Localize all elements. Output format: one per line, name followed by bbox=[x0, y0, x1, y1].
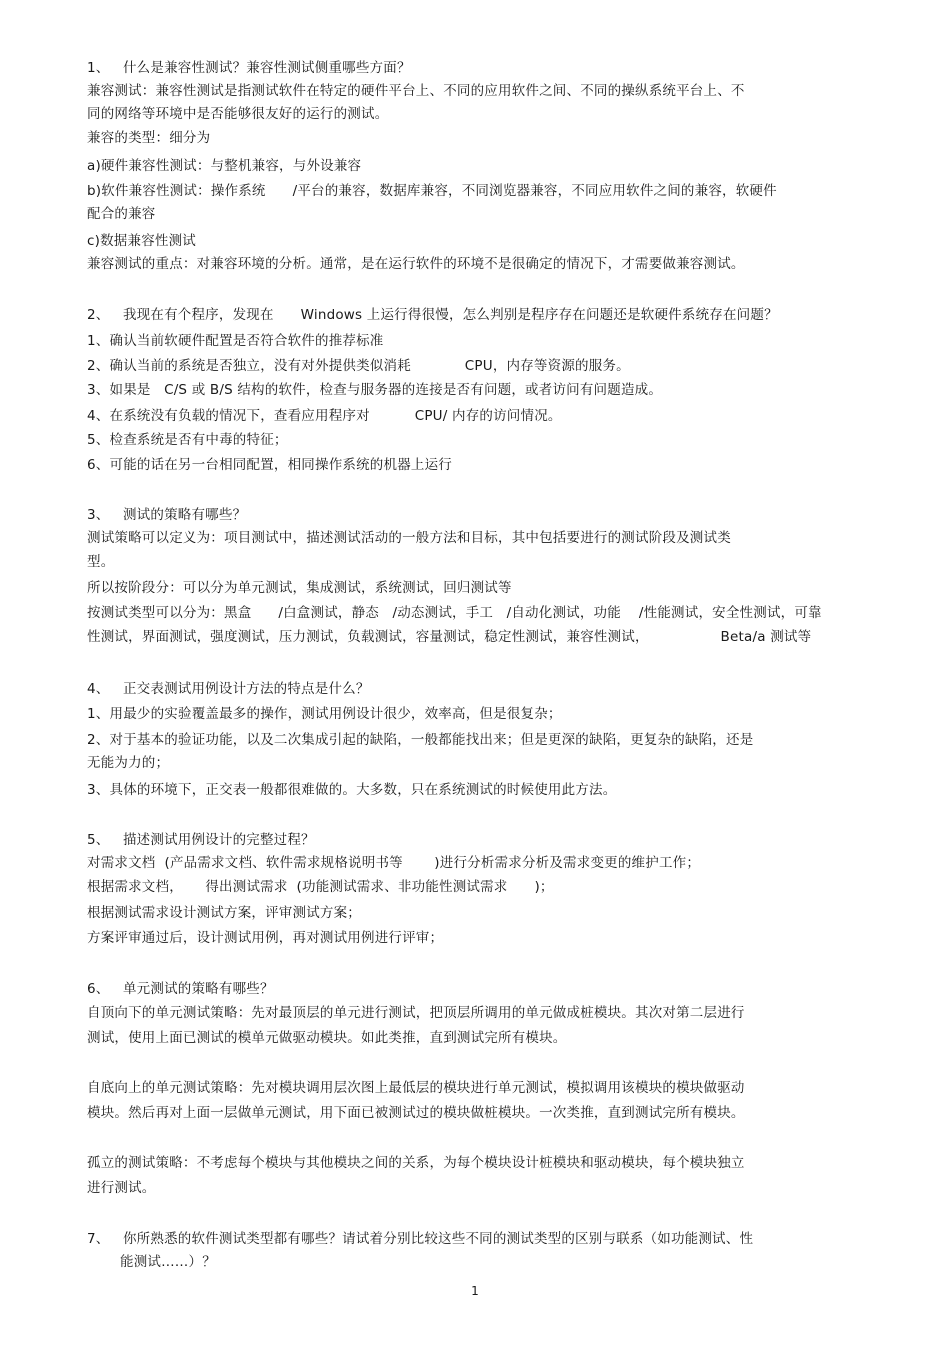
text-line: 能测试……）？ bbox=[120, 1254, 216, 1270]
q6-heading: 6、 单元测试的策略有哪些？ bbox=[87, 981, 274, 997]
text-line: 1、用最少的实验覆盖最多的操作，测试用例设计很少，效率高，但是很复杂； bbox=[87, 706, 562, 722]
text-line: 兼容测试：兼容性测试是指测试软件在特定的硬件平台上、不同的应用软件之间、不同的操纵系统平台上、不 bbox=[87, 83, 745, 99]
q2-heading: 2、 我现在有个程序，发现在 Windows 上运行得很慢，怎么判别是程序存在问题还是软硬件系统存在问题？ bbox=[87, 307, 778, 323]
text-line: 2、对于基本的验证功能，以及二次集成引起的缺陷，一般都能找出来；但是更深的缺陷，更复杂的缺陷，还是 bbox=[87, 732, 754, 748]
text-line: 6、可能的话在另一台相同配置，相同操作系统的机器上运行 bbox=[87, 457, 452, 473]
text-line: 模块。然后再对上面一层做单元测试，用下面已被测试过的模块做桩模块。一次类推，直到测试完所有模块。 bbox=[87, 1105, 745, 1121]
q3-heading: 3、 测试的策略有哪些？ bbox=[87, 507, 247, 523]
text-line: 进行测试。 bbox=[87, 1180, 156, 1196]
q1-heading: 1、 什么是兼容性测试？兼容性测试侧重哪些方面？ bbox=[87, 60, 411, 76]
text-line: 3、具体的环境下，正交表一般都很难做的。大多数，只在系统测试的时候使用此方法。 bbox=[87, 782, 617, 798]
text-line: 4、在系统没有负载的情况下，查看应用程序对 CPU/ 内存的访问情况。 bbox=[87, 408, 562, 424]
page-number: 1 bbox=[471, 1284, 479, 1298]
text-line: 自底向上的单元测试策略：先对模块调用层次图上最低层的模块进行单元测试，模拟调用该模块的模块做驱动 bbox=[87, 1080, 745, 1096]
text-line: 无能为力的； bbox=[87, 755, 170, 771]
text-line: 根据需求文档， 得出测试需求 (功能测试需求、非功能性测试需求 )； bbox=[87, 879, 554, 895]
text-line: 3、如果是 C/S 或 B/S 结构的软件，检查与服务器的连接是否有问题，或者访问有问题造成。 bbox=[87, 382, 663, 398]
text-line: 测试，使用上面已测试的模单元做驱动模块。如此类推，直到测试完所有模块。 bbox=[87, 1030, 567, 1046]
text-line: 所以按阶段分：可以分为单元测试，集成测试，系统测试，回归测试等 bbox=[87, 580, 512, 596]
text-line: 型。 bbox=[87, 554, 115, 570]
text-line: 根据测试需求设计测试方案，评审测试方案； bbox=[87, 905, 361, 921]
text-line: 2、确认当前的系统是否独立，没有对外提供类似消耗 CPU，内存等资源的服务。 bbox=[87, 358, 630, 374]
text-line: 孤立的测试策略：不考虑每个模块与其他模块之间的关系，为每个模块设计桩模块和驱动模块，每个模块独立 bbox=[87, 1155, 745, 1171]
text-line: 1、确认当前软硬件配置是否符合软件的推荐标准 bbox=[87, 333, 384, 349]
text-line: 自顶向下的单元测试策略：先对最顶层的单元进行测试，把顶层所调用的单元做成桩模块。其次对第二层进行 bbox=[87, 1005, 745, 1021]
q5-heading: 5、 描述测试用例设计的完整过程？ bbox=[87, 832, 315, 848]
text-line: 同的网络等环境中是否能够很友好的运行的测试。 bbox=[87, 106, 389, 122]
text-line: a)硬件兼容性测试：与整机兼容，与外设兼容 bbox=[87, 158, 362, 174]
q7-heading: 7、 你所熟悉的软件测试类型都有哪些？请试着分别比较这些不同的测试类型的区别与联系（如功能测试、性 bbox=[87, 1231, 754, 1247]
q4-heading: 4、 正交表测试用例设计方法的特点是什么？ bbox=[87, 681, 370, 697]
text-line: 方案评审通过后，设计测试用例，再对测试用例进行评审； bbox=[87, 930, 444, 946]
text-line: 对需求文档 (产品需求文档、软件需求规格说明书等 )进行分析需求分析及需求变更的维护工作； bbox=[87, 855, 701, 871]
text-line: 按测试类型可以分为：黑盒 /白盒测试，静态 /动态测试，手工 /自动化测试，功能 /性能测试，安全性测试，可靠 bbox=[87, 605, 822, 621]
text-line: 兼容的类型：细分为 bbox=[87, 130, 211, 146]
text-line: c)数据兼容性测试 bbox=[87, 233, 196, 249]
text-line: 测试策略可以定义为：项目测试中，描述测试活动的一般方法和目标，其中包括要进行的测试阶段及测试类 bbox=[87, 530, 731, 546]
text-line: 5、检查系统是否有中毒的特征； bbox=[87, 432, 288, 448]
text-line: 配合的兼容 bbox=[87, 206, 156, 222]
text-line: 性测试，界面测试，强度测试，压力测试，负载测试，容量测试，稳定性测试，兼容性测试， Beta/a 测试等 bbox=[87, 629, 812, 645]
text-line: b)软件兼容性测试：操作系统 /平台的兼容，数据库兼容，不同浏览器兼容，不同应用软件之间的兼容，软硬件 bbox=[87, 183, 777, 199]
text-line: 兼容测试的重点：对兼容环境的分析。通常，是在运行软件的环境不是很确定的情况下，才需要做兼容测试。 bbox=[87, 256, 745, 272]
